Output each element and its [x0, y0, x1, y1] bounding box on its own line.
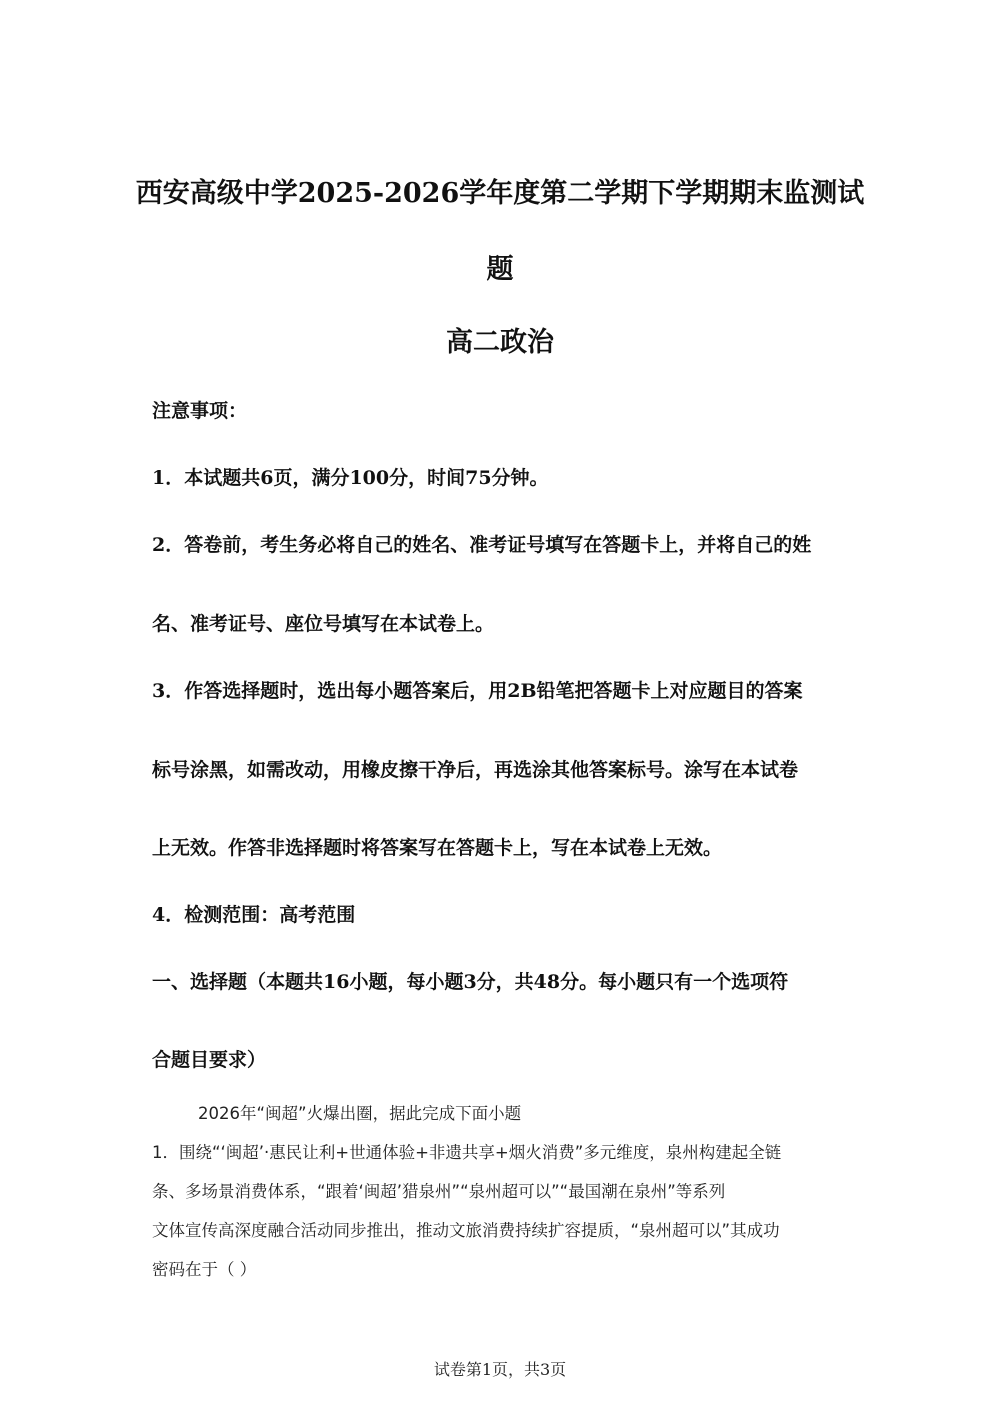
page-footer: 试卷第1页，共3页 — [433, 1360, 567, 1379]
question1-line2: 条、多场景消费体系，“跟着‘闽超’猎泉州”“泉州超可以”“最国潮在泉州”等系列 — [152, 1182, 726, 1201]
question1-line3: 文体宣传高深度融合活动同步推出，推动文旅消费持续扩容提质，“泉州超可以”其成功 — [152, 1221, 780, 1240]
notice-item-3-line2: 标号涂黑，如需改动，用橡皮擦干净后，再选涂其他答案标号。涂写在本试卷 — [152, 759, 799, 781]
notice-item-1: 1．本试题共6页，满分100分，时间75分钟。 — [152, 467, 549, 489]
question1-line4: 密码在于（ ） — [152, 1260, 257, 1279]
section1-heading-line1: 一、选择题（本题共16小题，每小题3分，共48分。每小题只有一个选项符 — [152, 971, 789, 993]
material-intro: 2026年“闽超”火爆出圈，据此完成下面小题 — [198, 1104, 522, 1123]
notice-item-3-line3: 上无效。作答非选择题时将答案写在答题卡上，写在本试卷上无效。 — [152, 837, 723, 859]
exam-title-line2: 题 — [486, 254, 514, 285]
notice-item-2-line1: 2．答卷前，考生务必将自己的姓名、准考证号填写在答题卡上，并将自己的姓 — [152, 534, 812, 556]
exam-title-line1: 西安高级中学2025-2026学年度第二学期下学期期末监测试 — [135, 178, 865, 209]
section1-heading-line2: 合题目要求） — [152, 1049, 267, 1071]
exam-subject: 高二政治 — [446, 327, 554, 358]
notice-item-3-line1: 3．作答选择题时，选出每小题答案后，用2B铅笔把答题卡上对应题目的答案 — [152, 680, 803, 702]
notice-heading: 注意事项： — [152, 400, 248, 422]
question1-line1: 1．围绕“‘闽超’·惠民让利+世通体验+非遗共享+烟火消费”多元维度，泉州构建起全链 — [152, 1143, 782, 1162]
notice-item-4: 4．检测范围：高考范围 — [152, 904, 356, 926]
notice-item-2-line2: 名、准考证号、座位号填写在本试卷上。 — [152, 613, 495, 635]
